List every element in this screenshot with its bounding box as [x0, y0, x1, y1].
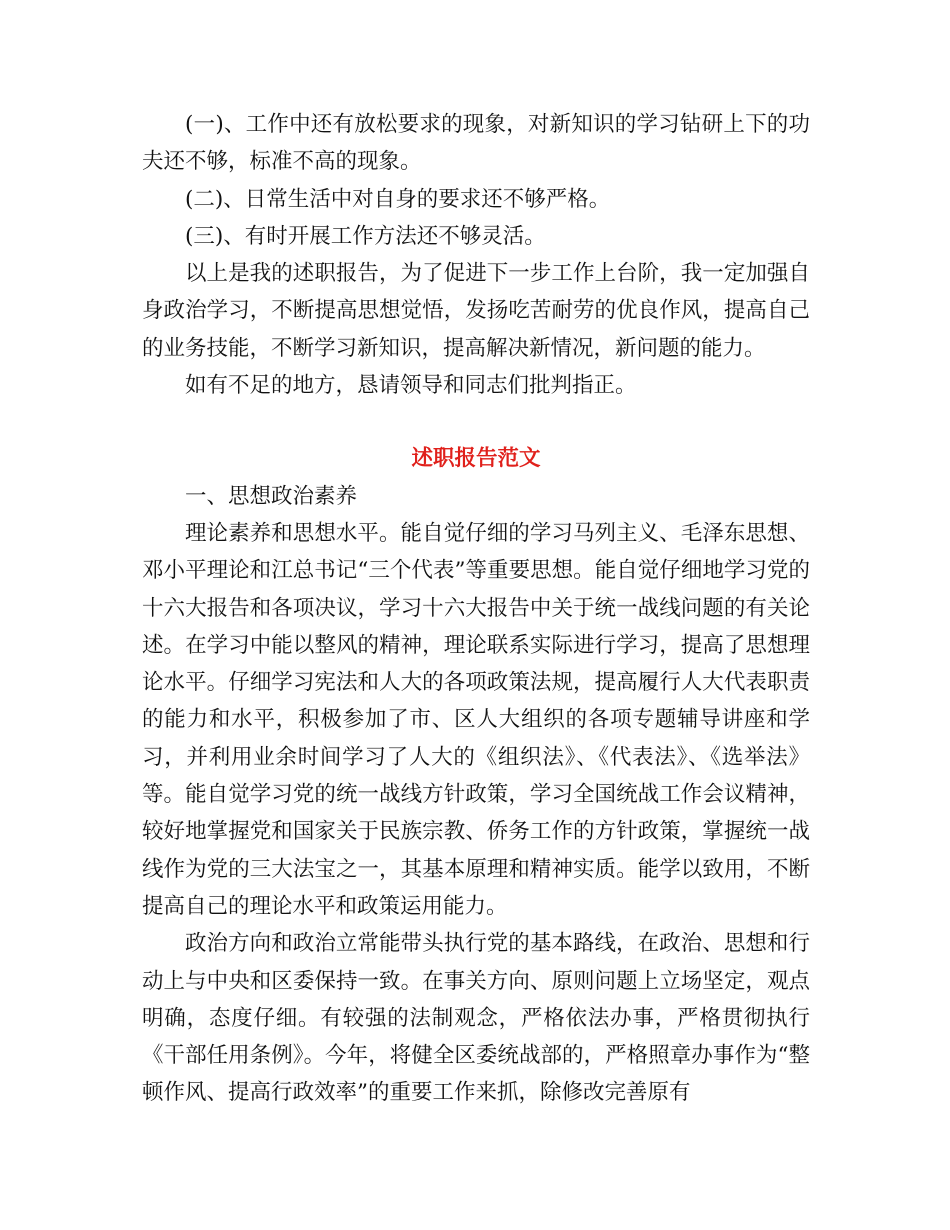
paragraph-shortcoming-3: (三)、有时开展工作方法还不够灵活。 [185, 223, 546, 249]
paragraph-conclusion: 以上是我的述职报告，为了促进下一步工作上台阶，我一定加强自身政治学习，不断提高思想觉悟，发扬吃苦耐劳的优良作风，提高自己的业务技能，不断学习新知识，提高解决新情况，新问题的能力。 [142, 261, 810, 361]
paragraph-shortcoming-1: (一)、工作中还有放松要求的现象，对新知识的学习钻研上下的功夫还不够，标准不高的现象。 [142, 112, 810, 175]
document-body [142, 106, 810, 1112]
paragraph-political-direction: 政治方向和政治立常能带头执行党的基本路线，在政治、思想和行动上与中央和区委保持一致。在事关方向、原则问题上立场坚定，观点明确，态度仔细。有较强的法制观念，严格依法办事，严格贯彻执行《干部任用条例》。今年，将健全区委统战部的，严格照章办事作为“整顿作风、提高行政效率”的重要工作来抓，除修改完善原有 [142, 931, 810, 1106]
paragraph-theory: 理论素养和思想水平。能自觉仔细的学习马列主义、毛泽东思想、邓小平理论和江总书记“三个代表”等重要思想。能自觉仔细地学习党的十六大报告和各项决议，学习十六大报告中关于统一战线问题的有关论述。在学习中能以整风的精神，理论联系实际进行学习，提高了思想理论水平。仔细学习宪法和人大的各项政策法规，提高履行人大代表职责的能力和水平，积极参加了市、区人大组织的各项专题辅导讲座和学习，并利用业余时间学习了人大的《组织法》、《代表法》、《选举法》等。能自觉学习党的统一战线方针政策，学习全国统战工作会议精神，较好地掌握党和国家关于民族宗教、侨务工作的方针政策，掌握统一战线作为党的三大法宝之一，其基本原理和精神实质。能学以致用，不断提高自己的理论水平和政策运用能力。 [142, 520, 810, 919]
paragraph-shortcoming-2: (二)、日常生活中对自身的要求还不够严格。 [185, 186, 611, 212]
paragraph-closing: 如有不足的地方，恳请领导和同志们批判指正。 [185, 373, 637, 399]
section-title: 述职报告范文 [411, 446, 541, 472]
section-spacer [142, 404, 810, 440]
section-heading: 一、思想政治素养 [185, 483, 358, 509]
